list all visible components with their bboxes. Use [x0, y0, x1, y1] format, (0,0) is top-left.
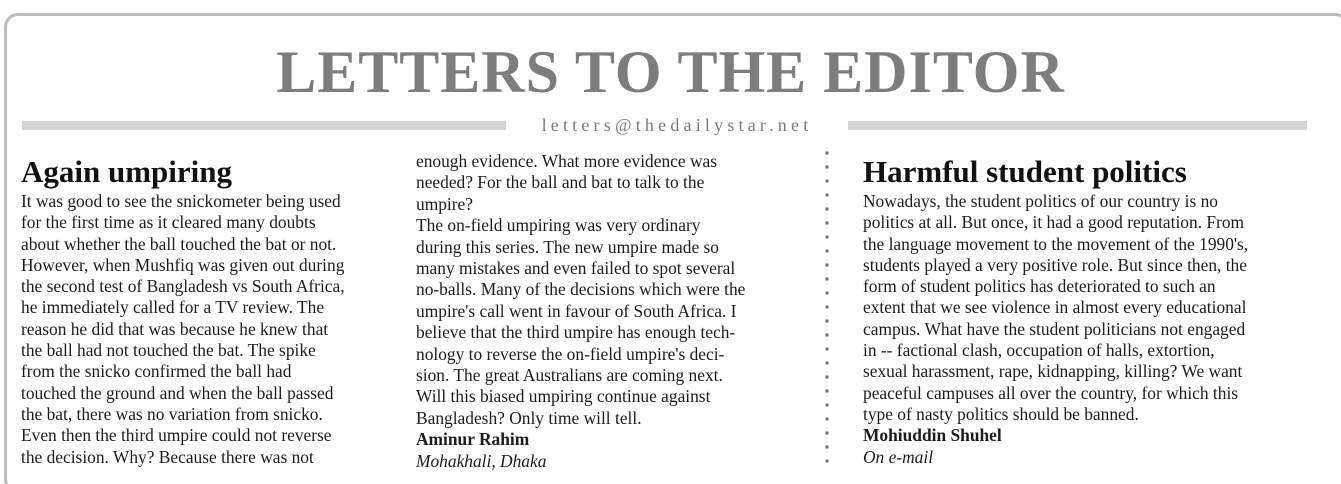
letter-author: Mohiuddin Shuhel — [863, 425, 1002, 446]
header-rule-right — [848, 121, 1307, 130]
header-rule-left — [22, 121, 506, 130]
letter-umpiring-column-1 — [21, 154, 397, 468]
editor-email-link[interactable]: letters@thedailystar.net — [541, 115, 813, 135]
letter-umpiring-column-2 — [416, 151, 796, 472]
letter-headline: Again umpiring — [21, 154, 233, 189]
letter-student-politics — [863, 154, 1309, 468]
letter-headline: Harmful student politics — [863, 154, 1187, 189]
letter-body: Nowadays, the student politics of our country is no politics at all. But once, it had a good reputation. From the language movement to the movement of the 1990's, students played a very positive role. But since then, the form of student politics has deteriorated to such an extent that we see violence in almost every educational campus. What have the student politicians not engaged in -- factional clash, occupation of halls, extortion, sexual harassment, rape, kidnapping, killing? We want peaceful campuses all over the country, for which this type of nasty politics should be banned. — [863, 191, 1249, 424]
letter-body: It was good to see the snickometer being used for the first time as it cleared many doubts about whether the ball touched the bat or not. However, when Mushfiq was given out during the second test of Bangladesh vs South Africa, he immediately called for a TV review. The reason he did that was because he knew that the ball had not touched the bat. The spike from the snicko confirmed the ball had touched the ground and when the ball passed the bat, there was no variation from snicko. Even then the third umpire could not reverse the decision. Why? Because there was not — [21, 191, 345, 467]
letter-author: Aminur Rahim — [416, 429, 530, 450]
column-divider — [825, 146, 829, 464]
letter-location: Mohakhali, Dhaka — [416, 450, 547, 471]
letter-body-continued: enough evidence. What more evidence was needed? For the ball and bat to talk to the umpire? The on-field umpiring was very ordinary during this series. The new umpire made so many mistakes and even failed to spot several no-balls. Many of the decisions which were the umpire's call went in favour of South Africa. I believe that the third umpire has enough tech- nology to reverse the on-field umpire's deci- sion. The great Australians are coming next. Will this biased umpiring continue against Bangladesh? Only time will tell. — [416, 151, 746, 428]
page-title: LETTERS TO THE EDITOR — [276, 39, 1065, 105]
letter-location: On e-mail — [863, 446, 934, 467]
